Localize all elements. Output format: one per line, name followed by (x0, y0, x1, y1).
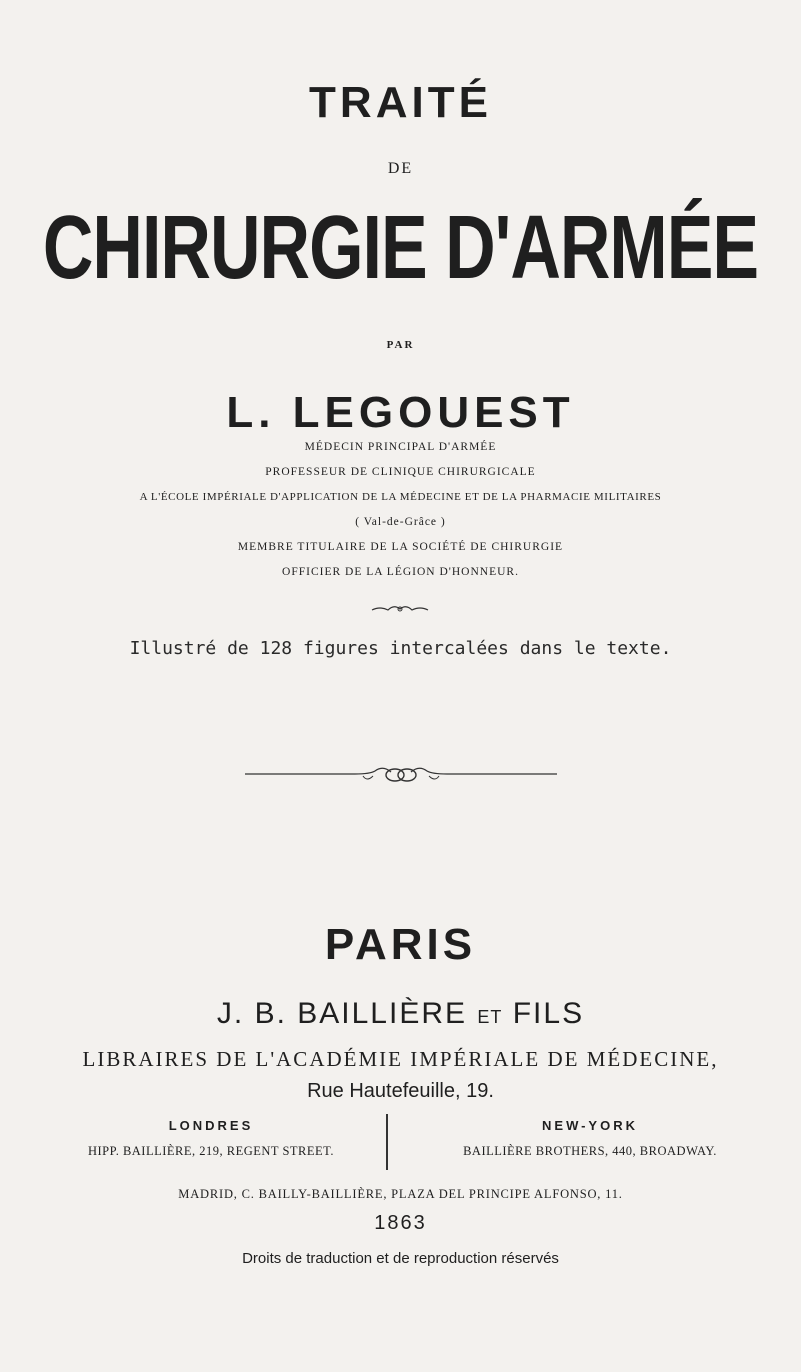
illustration-note: Illustré de 128 figures intercalées dans le texte. (129, 638, 672, 659)
credential-line: OFFICIER DE LA LÉGION D'HONNEUR. (282, 566, 519, 578)
publisher-end: FILS (512, 997, 585, 1030)
publisher-street: Rue Hautefeuille, 19. (307, 1080, 494, 1102)
imprint-divider (386, 1114, 388, 1170)
publication-year: 1863 (374, 1212, 427, 1234)
title-traite: TRAITÉ (309, 78, 492, 127)
imprint-city: PARIS (324, 920, 477, 969)
credential-line: MÉDECIN PRINCIPAL D'ARMÉE (304, 441, 497, 453)
publisher-name (0, 997, 801, 1031)
madrid-address: MADRID, C. BAILLY-BAILLIÈRE, PLAZA DEL PRINCIPE ALFONSO, 11. (178, 1187, 623, 1201)
publisher-title: LIBRAIRES DE L'ACADÉMIE IMPÉRIALE DE MÉDECINE, (82, 1047, 719, 1071)
newyork-address: BAILLIÈRE BROTHERS, 440, BROADWAY. (463, 1144, 717, 1158)
rights-notice: Droits de traduction et de reproduction réservés (242, 1250, 559, 1267)
credential-line: ( Val-de-Grâce ) (355, 516, 446, 528)
london-label: LONDRES (168, 1118, 254, 1133)
title-par: PAR (386, 339, 415, 351)
author-name: L. LEGOUEST (226, 388, 575, 437)
credential-line: PROFESSEUR DE CLINIQUE CHIRURGICALE (265, 466, 536, 478)
title-subject: CHIRURGIE D'ARMÉE (42, 197, 759, 298)
ornamental-rule-icon (245, 762, 557, 786)
newyork-label: NEW-YORK (542, 1118, 638, 1133)
publisher-main: J. B. BAILLIÈRE (216, 997, 468, 1030)
credential-line: MEMBRE TITULAIRE DE LA SOCIÉTÉ DE CHIRURGIE (237, 541, 564, 553)
credential-line: A L'ÉCOLE IMPÉRIALE D'APPLICATION DE LA MÉDECINE ET DE LA PHARMACIE MILITAIRES (139, 491, 662, 503)
small-ornament-icon (370, 602, 430, 616)
london-address: HIPP. BAILLIÈRE, 219, REGENT STREET. (87, 1144, 334, 1158)
publisher-et: ET (477, 1007, 503, 1027)
title-de: DE (387, 160, 414, 177)
